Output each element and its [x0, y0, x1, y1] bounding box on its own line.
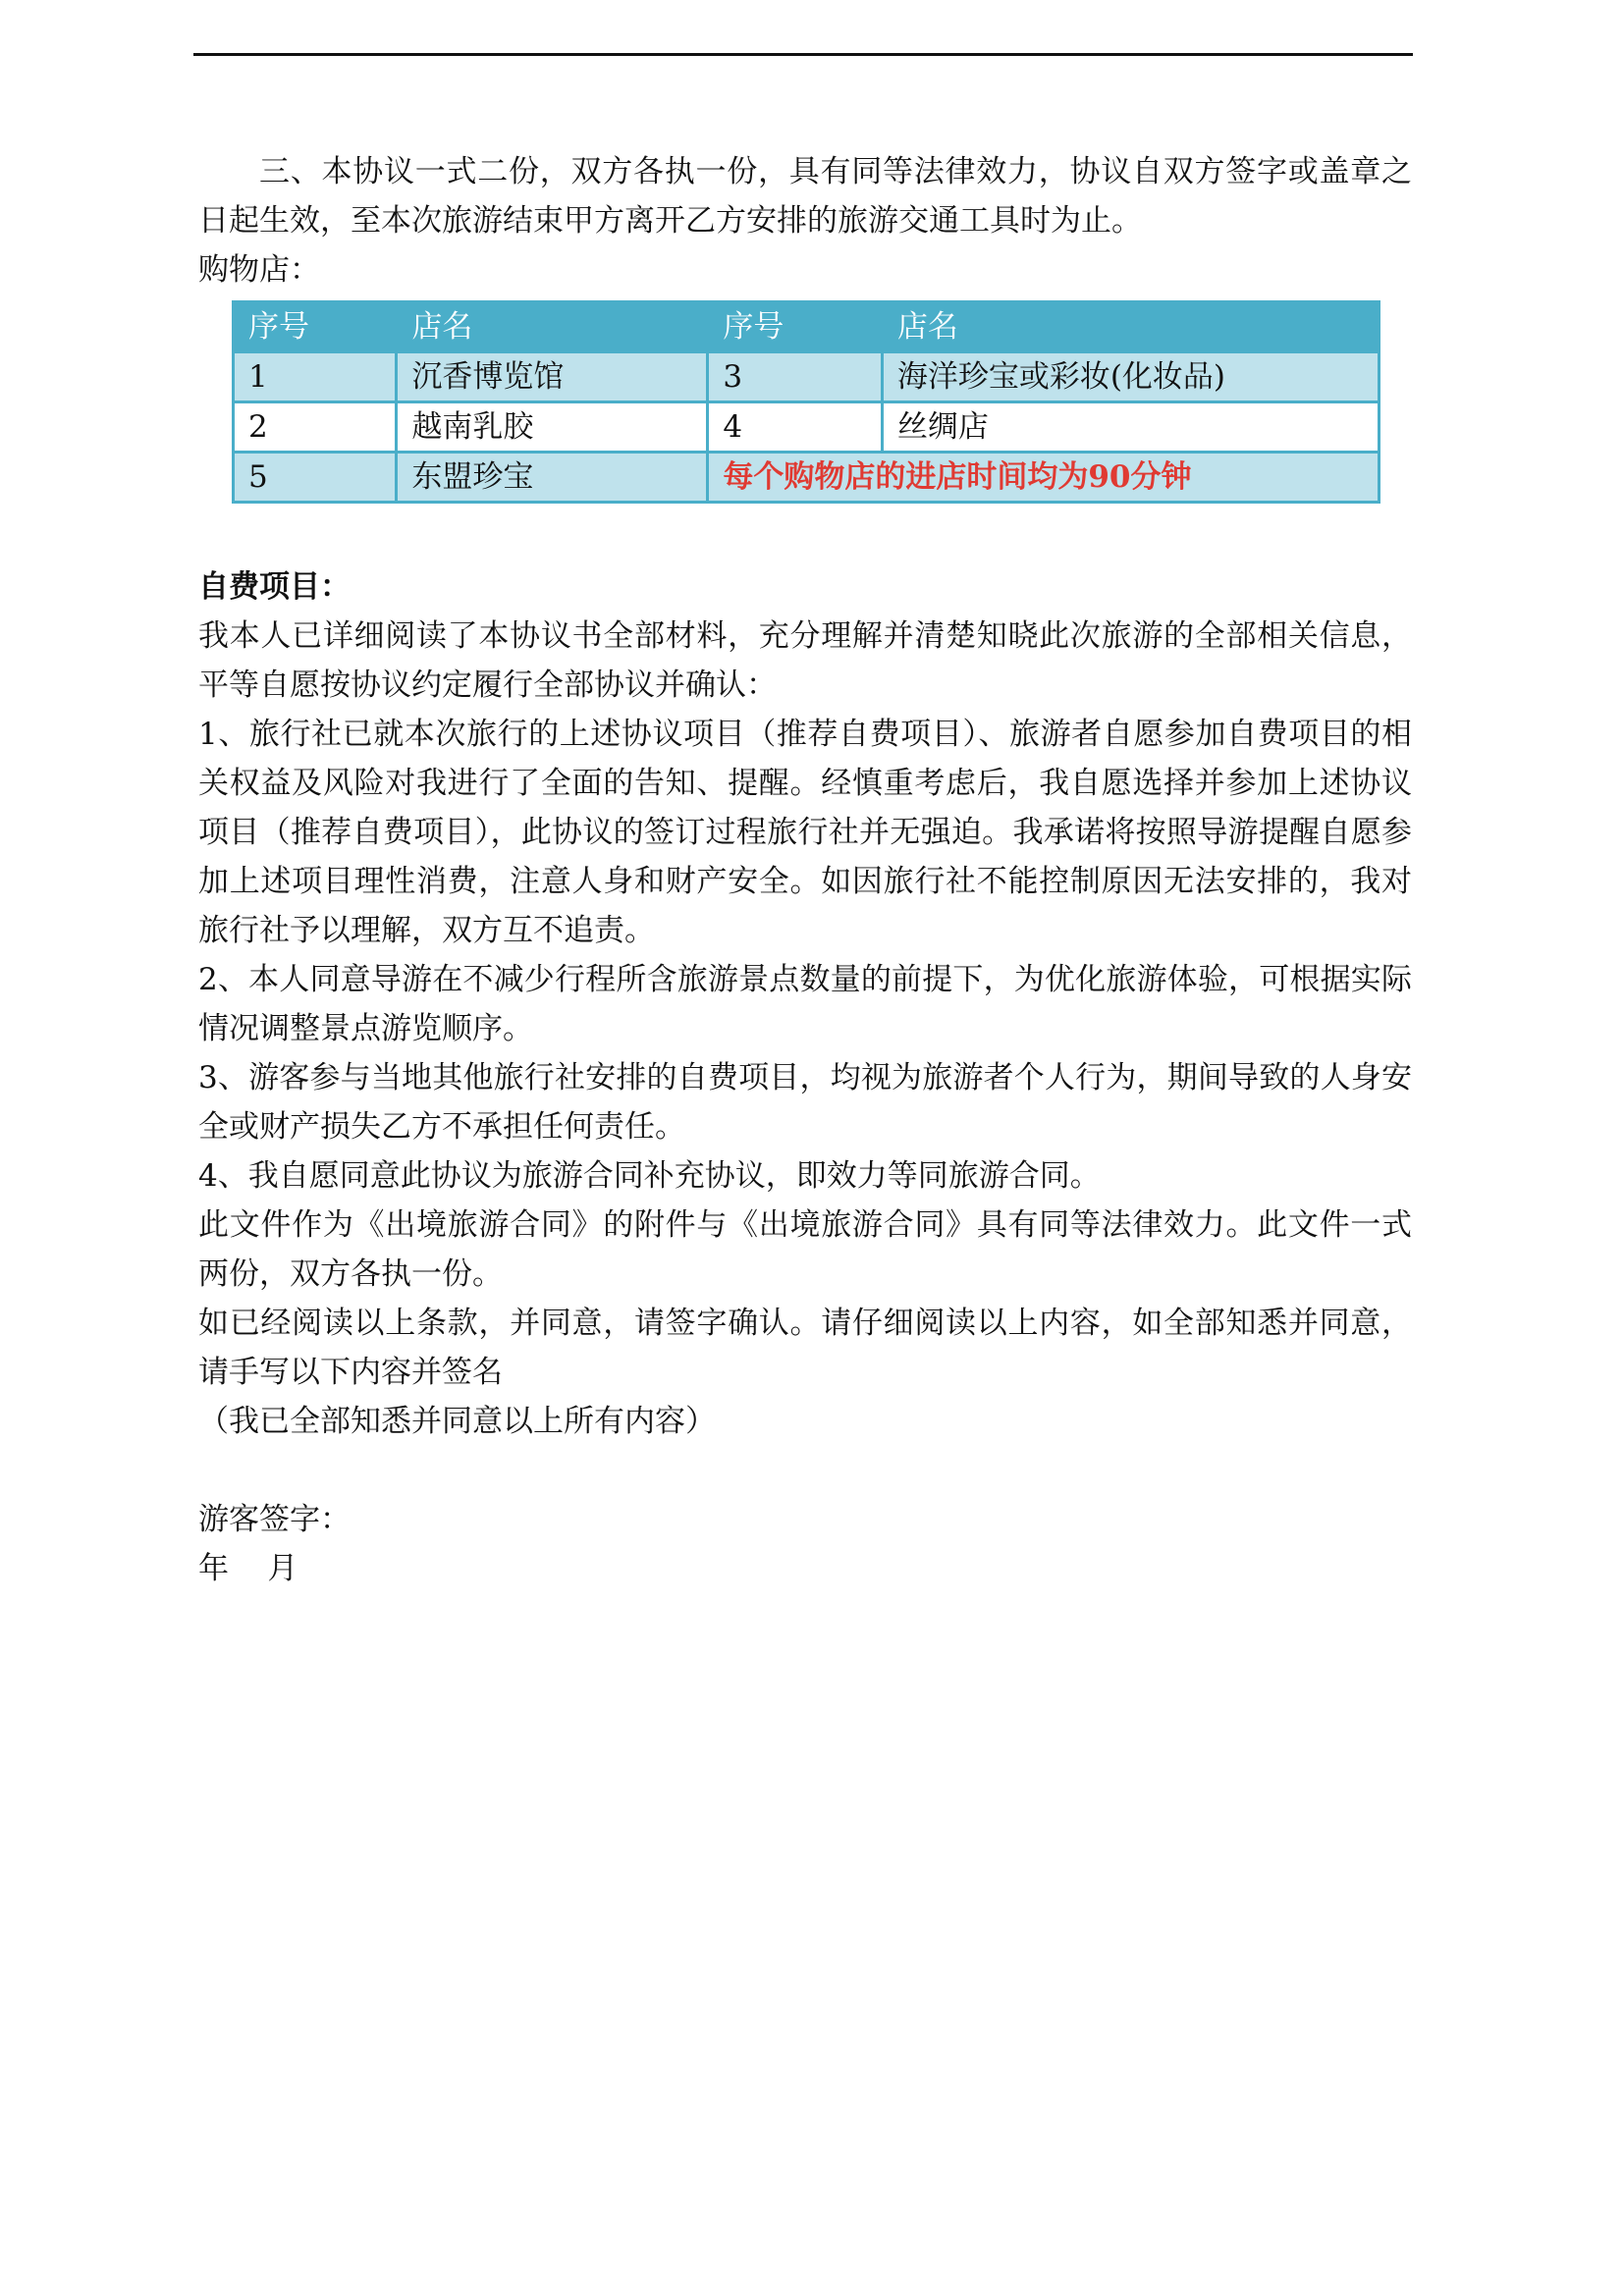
header-rule — [193, 53, 1413, 56]
header-name-2: 店名 — [882, 302, 1379, 352]
self-pay-title: 自费项目： — [198, 569, 351, 605]
row-shop-name: 越南乳胶 — [397, 402, 708, 453]
row-shop-name: 丝绸店 — [882, 402, 1379, 453]
document-body — [198, 147, 1412, 1593]
clause-three: 三、本协议一式二份，双方各执一份，具有同等法律效力，协议自双方签字或盖章之日起生效，至本次旅游结束甲方离开乙方安排的旅游交通工具时为止。 — [198, 154, 1412, 239]
self-pay-item-2: 2、本人同意导游在不减少行程所含旅游景点数量的前提下，为优化旅游体验，可根据实际情况调整景点游览顺序。 — [198, 962, 1412, 1046]
confirm-instruction: 如已经阅读以上条款，并同意，请签字确认。请仔细阅读以上内容，如全部知悉并同意，请手写以下内容并签名 — [198, 1306, 1412, 1390]
table-row — [234, 402, 1380, 453]
table-row — [234, 453, 1380, 503]
row-shop-name: 东盟珍宝 — [397, 453, 708, 503]
self-pay-item-4: 4、我自愿同意此协议为旅游合同补充协议，即效力等同旅游合同。 — [198, 1158, 1101, 1194]
row-no: 5 — [234, 453, 397, 503]
table-header-row — [234, 302, 1380, 352]
shopping-table — [232, 300, 1380, 504]
header-no-1: 序号 — [234, 302, 397, 352]
shopping-label: 购物店： — [198, 252, 320, 288]
row-shop-name: 海洋珍宝或彩妆(化妆品) — [882, 352, 1379, 402]
table-row — [234, 352, 1380, 402]
self-pay-item-3: 3、游客参与当地其他旅行社安排的自费项目，均视为旅游者个人行为，期间导致的人身安全或财产损失乙方不承担任何责任。 — [198, 1060, 1412, 1145]
row-no: 2 — [234, 402, 397, 453]
acknowledge-text: （我已全部知悉并同意以上所有内容） — [198, 1404, 716, 1439]
row-no: 4 — [708, 402, 882, 453]
header-no-2: 序号 — [708, 302, 882, 352]
row-shop-name: 沉香博览馆 — [397, 352, 708, 402]
attachment-statement: 此文件作为《出境旅游合同》的附件与《出境旅游合同》具有同等法律效力。此文件一式两份，双方各执一份。 — [198, 1207, 1412, 1292]
signature-date: 年 月 — [198, 1551, 298, 1586]
row-no: 3 — [708, 352, 882, 402]
header-name-1: 店名 — [397, 302, 708, 352]
signature-label: 游客签字： — [198, 1502, 351, 1537]
row-no: 1 — [234, 352, 397, 402]
shopping-time-note: 每个购物店的进店时间均为90分钟 — [708, 453, 1380, 503]
self-pay-intro: 我本人已详细阅读了本协议书全部材料，充分理解并清楚知晓此次旅游的全部相关信息，平等自愿按协议约定履行全部协议并确认： — [198, 618, 1412, 703]
self-pay-item-1: 1、旅行社已就本次旅行的上述协议项目（推荐自费项目）、旅游者自愿参加自费项目的相关权益及风险对我进行了全面的告知、提醒。经慎重考虑后，我自愿选择并参加上述协议项目（推荐自费项目），此协议的签订过程旅行社并无强迫。我承诺将按照导游提醒自愿参加上述项目理性消费，注意人身和财产安全。如因旅行社不能控制原因无法安排的，我对旅行社予以理解，双方互不追责。 — [198, 717, 1412, 948]
